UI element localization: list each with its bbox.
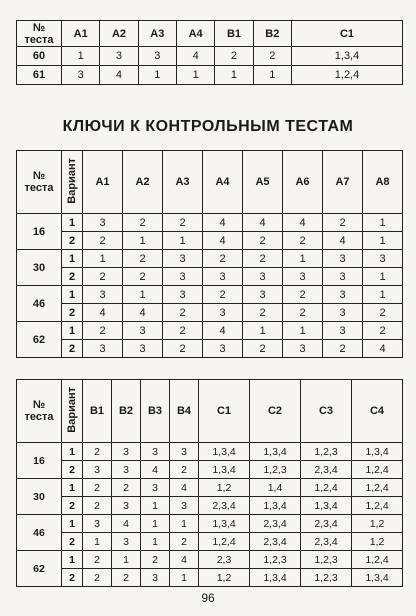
answer-cell: 4 — [203, 322, 243, 340]
answer-cell: 3 — [163, 268, 203, 286]
answer-cell: 3 — [112, 461, 141, 479]
answer-cell: 2,3 — [199, 551, 250, 569]
header-b4: B4 — [170, 380, 199, 443]
answer-cell: 1,3,4 — [199, 515, 250, 533]
answer-cell: 1 — [253, 66, 291, 85]
answer-cell: 3 — [323, 268, 363, 286]
answer-cell: 1,2 — [352, 533, 403, 551]
test-number-cell: 46 — [17, 515, 62, 551]
table-row — [17, 497, 403, 515]
test-number-cell: 30 — [17, 250, 62, 286]
answer-cell: 1 — [83, 250, 123, 268]
answer-cell: 3 — [141, 569, 170, 587]
header-a3: A3 — [163, 151, 203, 214]
header-b1: B1 — [215, 21, 253, 47]
answer-cell: 3 — [323, 286, 363, 304]
answer-cell: 4 — [170, 479, 199, 497]
answer-cell: 3 — [203, 340, 243, 358]
answer-cell: 2 — [141, 551, 170, 569]
header-a3: A3 — [138, 21, 176, 47]
answer-cell: 3 — [123, 340, 163, 358]
answer-cell: 1 — [112, 551, 141, 569]
answer-cell: 1,3,4 — [301, 497, 352, 515]
answer-cell: 3 — [283, 268, 323, 286]
answer-cell: 2 — [163, 214, 203, 232]
header-test-number: № теста — [17, 151, 62, 214]
variant-cell: 1 — [62, 479, 83, 497]
table-row — [17, 286, 403, 304]
answer-cell: 2 — [170, 461, 199, 479]
answer-cell: 2,3,4 — [250, 533, 301, 551]
answer-cell: 3 — [170, 497, 199, 515]
table-row — [17, 304, 403, 322]
answer-cell: 2 — [243, 232, 283, 250]
variant-cell: 2 — [62, 569, 83, 587]
variant-cell: 1 — [62, 551, 83, 569]
answer-cell: 2 — [123, 214, 163, 232]
variant-cell: 2 — [62, 268, 83, 286]
answer-cell: 1 — [176, 66, 214, 85]
answer-cell: 2 — [243, 340, 283, 358]
answer-cell: 2 — [83, 443, 112, 461]
answer-cell: 4 — [83, 304, 123, 322]
variant-cell: 1 — [62, 250, 83, 268]
answer-cell: 3 — [138, 47, 176, 66]
table-row — [17, 533, 403, 551]
answer-cell: 1,2,4 — [301, 479, 352, 497]
header-test-number: № теста — [17, 21, 62, 47]
section-heading: КЛЮЧИ К КОНТРОЛЬНЫМ ТЕСТАМ — [62, 118, 354, 135]
answer-cell: 1 — [363, 268, 403, 286]
variant-cell: 2 — [62, 461, 83, 479]
answer-cell: 1 — [62, 47, 100, 66]
header-variant-label: Вариант — [66, 157, 78, 204]
variant-cell: 1 — [62, 322, 83, 340]
table-row — [17, 232, 403, 250]
header-b1: B1 — [83, 380, 112, 443]
answer-cell: 1 — [83, 533, 112, 551]
answer-cell: 4 — [170, 551, 199, 569]
table-row — [17, 461, 403, 479]
answer-cell: 3 — [323, 322, 363, 340]
answer-cell: 2 — [283, 286, 323, 304]
answer-cell: 1,2 — [199, 569, 250, 587]
answer-cell: 2 — [123, 268, 163, 286]
answer-cell: 2 — [83, 497, 112, 515]
answer-cell: 3 — [83, 461, 112, 479]
header-variant — [62, 380, 83, 443]
table-row — [17, 443, 403, 461]
answer-cell: 2 — [83, 268, 123, 286]
answer-cell: 3 — [112, 443, 141, 461]
answer-cell: 2 — [163, 322, 203, 340]
table-row — [17, 268, 403, 286]
answer-cell: 1,2 — [199, 479, 250, 497]
test-number-cell: 62 — [17, 551, 62, 587]
variant-cell: 1 — [62, 515, 83, 533]
answer-cell: 2 — [323, 340, 363, 358]
answer-cell: 4 — [363, 340, 403, 358]
answer-cell: 1,4 — [250, 479, 301, 497]
answer-cell: 2,3,4 — [301, 533, 352, 551]
answer-cell: 1 — [170, 569, 199, 587]
answer-cell: 1,2,3 — [301, 551, 352, 569]
answer-cell: 1 — [141, 515, 170, 533]
answer-cell: 1,3,4 — [250, 497, 301, 515]
answer-cell: 1,3,4 — [199, 443, 250, 461]
table-row — [17, 340, 403, 358]
answer-table-part-b-c — [16, 379, 403, 587]
answer-cell: 1,2,4 — [199, 533, 250, 551]
answer-cell: 3 — [243, 268, 283, 286]
answer-cell: 1,3,4 — [199, 461, 250, 479]
variant-cell: 1 — [62, 443, 83, 461]
answer-cell: 2 — [163, 304, 203, 322]
answer-cell: 3 — [62, 66, 100, 85]
answer-cell: 2 — [83, 322, 123, 340]
header-variant-label: Вариант — [66, 386, 78, 433]
answer-cell: 2 — [283, 232, 323, 250]
table-row — [17, 214, 403, 232]
answer-cell: 2,3,4 — [250, 515, 301, 533]
answer-cell: 3 — [83, 515, 112, 533]
answer-cell: 4 — [100, 66, 138, 85]
header-b2: B2 — [112, 380, 141, 443]
header-a4: A4 — [176, 21, 214, 47]
answer-cell: 3 — [83, 286, 123, 304]
table-header-row — [17, 151, 403, 214]
answer-cell: 3 — [203, 304, 243, 322]
answer-cell: 1 — [363, 286, 403, 304]
answer-cell: 4 — [243, 214, 283, 232]
answer-cell: 3 — [163, 250, 203, 268]
answer-cell: 2 — [163, 340, 203, 358]
answer-cell: 4 — [112, 515, 141, 533]
answer-cell: 1 — [243, 322, 283, 340]
answer-cell: 3 — [163, 286, 203, 304]
answer-cell: 2 — [323, 214, 363, 232]
answer-cell: 2,3,4 — [301, 461, 352, 479]
answer-cell: 1,3,4 — [352, 443, 403, 461]
answer-cell: 1 — [363, 232, 403, 250]
test-number-cell: 16 — [17, 214, 62, 250]
answer-cell: 3 — [323, 250, 363, 268]
answer-cell: 3 — [112, 497, 141, 515]
page-number: 96 — [201, 591, 215, 605]
answer-cell: 1 — [141, 533, 170, 551]
header-a6: A6 — [283, 151, 323, 214]
answer-cell: 2 — [363, 304, 403, 322]
answer-cell: 1,2,3 — [301, 443, 352, 461]
answer-cell: 1 — [163, 232, 203, 250]
variant-cell: 2 — [62, 340, 83, 358]
answer-cell: 1 — [283, 322, 323, 340]
test-number-cell: 46 — [17, 286, 62, 322]
answer-cell: 3 — [283, 340, 323, 358]
answer-cell: 3 — [123, 322, 163, 340]
table-row — [17, 250, 403, 268]
answer-cell: 2 — [283, 304, 323, 322]
header-b3: B3 — [141, 380, 170, 443]
answer-cell: 2 — [363, 322, 403, 340]
answer-cell: 1 — [215, 66, 253, 85]
table-row — [17, 47, 403, 66]
answer-cell: 1,3,4 — [250, 569, 301, 587]
answer-cell: 2 — [203, 250, 243, 268]
answer-cell: 1,2,4 — [292, 66, 403, 85]
header-a4: A4 — [203, 151, 243, 214]
table-row — [17, 551, 403, 569]
answer-cell: 1,2,4 — [352, 551, 403, 569]
answer-cell: 1,2 — [352, 515, 403, 533]
answer-cell: 4 — [123, 304, 163, 322]
answer-cell: 3 — [83, 214, 123, 232]
header-c1: C1 — [199, 380, 250, 443]
answer-cell: 2 — [83, 232, 123, 250]
answer-cell: 1 — [363, 214, 403, 232]
table-row — [17, 479, 403, 497]
variant-cell: 2 — [62, 304, 83, 322]
answer-cell: 3 — [141, 443, 170, 461]
answer-cell: 3 — [83, 340, 123, 358]
answer-cell: 4 — [283, 214, 323, 232]
answer-cell: 3 — [100, 47, 138, 66]
answer-cell: 4 — [176, 47, 214, 66]
header-c1: C1 — [292, 21, 403, 47]
header-c2: C2 — [250, 380, 301, 443]
test-number-cell: 30 — [17, 479, 62, 515]
answer-table-tests-60-61 — [16, 20, 403, 85]
answer-cell: 2,3,4 — [301, 515, 352, 533]
test-number-cell: 16 — [17, 443, 62, 479]
answer-cell: 3 — [141, 479, 170, 497]
table-header-row — [17, 21, 403, 47]
answer-cell: 2 — [83, 551, 112, 569]
answer-cell: 1,3,4 — [352, 569, 403, 587]
variant-cell: 1 — [62, 214, 83, 232]
variant-cell: 1 — [62, 286, 83, 304]
answer-cell: 1,2,4 — [352, 479, 403, 497]
answer-cell: 4 — [203, 232, 243, 250]
test-number-cell: 62 — [17, 322, 62, 358]
answer-cell: 4 — [203, 214, 243, 232]
test-number-cell: 60 — [17, 47, 62, 66]
table-header-row — [17, 380, 403, 443]
answer-cell: 2 — [215, 47, 253, 66]
answer-cell: 1,2,4 — [352, 497, 403, 515]
table-row — [17, 66, 403, 85]
header-a7: A7 — [323, 151, 363, 214]
variant-cell: 2 — [62, 533, 83, 551]
answer-cell: 1,3,4 — [292, 47, 403, 66]
table-row — [17, 569, 403, 587]
header-c4: C4 — [352, 380, 403, 443]
table-row — [17, 515, 403, 533]
answer-cell: 1,3,4 — [250, 443, 301, 461]
header-a8: A8 — [363, 151, 403, 214]
answer-cell: 2 — [123, 250, 163, 268]
answer-cell: 1 — [283, 250, 323, 268]
answer-cell: 3 — [363, 250, 403, 268]
answer-cell: 4 — [323, 232, 363, 250]
answer-cell: 4 — [141, 461, 170, 479]
answer-cell: 1 — [138, 66, 176, 85]
answer-cell: 2,3,4 — [199, 497, 250, 515]
header-a1: A1 — [62, 21, 100, 47]
header-test-number: № теста — [17, 380, 62, 443]
answer-cell: 3 — [170, 443, 199, 461]
answer-cell: 2 — [243, 304, 283, 322]
answer-cell: 3 — [323, 304, 363, 322]
answer-cell: 2 — [83, 569, 112, 587]
table-row — [17, 322, 403, 340]
variant-cell: 2 — [62, 497, 83, 515]
answer-cell: 2 — [112, 479, 141, 497]
answer-table-part-a — [16, 150, 403, 358]
header-a2: A2 — [100, 21, 138, 47]
answer-cell: 1,2,4 — [352, 461, 403, 479]
answer-cell: 2 — [243, 250, 283, 268]
answer-cell: 3 — [203, 268, 243, 286]
answer-cell: 2 — [83, 479, 112, 497]
answer-cell: 2 — [112, 569, 141, 587]
answer-cell: 2 — [253, 47, 291, 66]
answer-cell: 1,2,3 — [301, 569, 352, 587]
answer-cell: 1,2,3 — [250, 461, 301, 479]
answer-cell: 3 — [112, 533, 141, 551]
answer-cell: 1,2,3 — [250, 551, 301, 569]
answer-cell: 1 — [141, 497, 170, 515]
variant-cell: 2 — [62, 232, 83, 250]
answer-cell: 2 — [170, 533, 199, 551]
header-c3: C3 — [301, 380, 352, 443]
header-b2: B2 — [253, 21, 291, 47]
header-variant — [62, 151, 83, 214]
header-a5: A5 — [243, 151, 283, 214]
answer-cell: 1 — [170, 515, 199, 533]
answer-cell: 1 — [123, 286, 163, 304]
header-a1: A1 — [83, 151, 123, 214]
test-number-cell: 61 — [17, 66, 62, 85]
header-a2: A2 — [123, 151, 163, 214]
answer-cell: 1 — [123, 232, 163, 250]
answer-cell: 3 — [243, 286, 283, 304]
answer-cell: 2 — [203, 286, 243, 304]
